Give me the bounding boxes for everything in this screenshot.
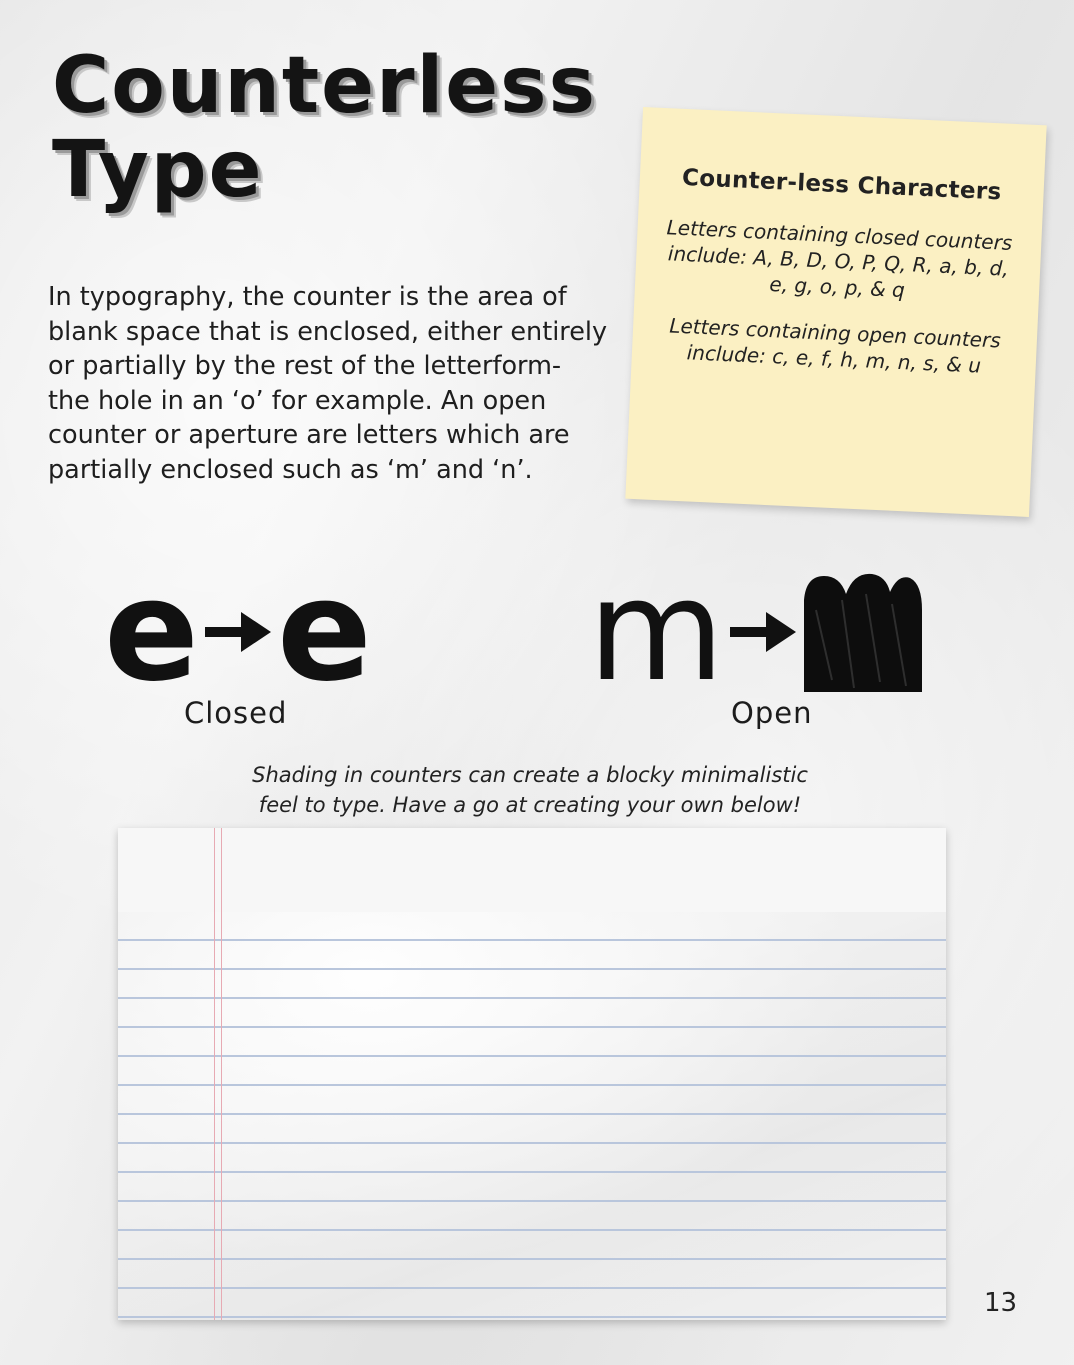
right-arrow-icon <box>205 612 271 652</box>
note-title: Counter-less Characters <box>681 164 1002 206</box>
intro-paragraph: In typography, the counter is the area of blank space that is enclosed, either entirely or partially by the rest of the letterform- the hole in an ‘o’ for example. An open counter or aperture are letters which are partially enclosed such as ‘m’ and ‘n’. <box>48 282 608 485</box>
shaded-m-block-icon <box>802 570 924 694</box>
open-label: Open <box>731 696 813 730</box>
closed-label: Closed <box>184 696 288 730</box>
paper-ruled-lines <box>118 912 946 1320</box>
lined-paper-drawing-area[interactable] <box>118 828 946 1320</box>
closed-letter-shaded: e <box>276 550 372 713</box>
sticky-note <box>625 107 1046 517</box>
open-letter-original: m <box>588 550 725 713</box>
page-title <box>52 41 598 215</box>
right-arrow-icon <box>730 612 796 652</box>
closed-letter-original: e <box>104 550 199 713</box>
page-number: 13 <box>984 1288 1018 1318</box>
title-line-2: Type <box>52 125 264 215</box>
note-closed-counters: Letters containing closed counters include: A, B, D, O, P, Q, R, a, b, d, e, g, o, p, & q <box>666 215 1013 303</box>
paper-margin-line <box>214 828 222 1320</box>
instructions-text: Shading in counters can create a blocky minimalistic feel to type. Have a go at creating your own below! <box>252 763 808 817</box>
note-open-counters: Letters containing open counters include: c, e, f, h, m, n, s, & u <box>668 313 1002 378</box>
title-line-1: Counterless <box>52 41 598 131</box>
